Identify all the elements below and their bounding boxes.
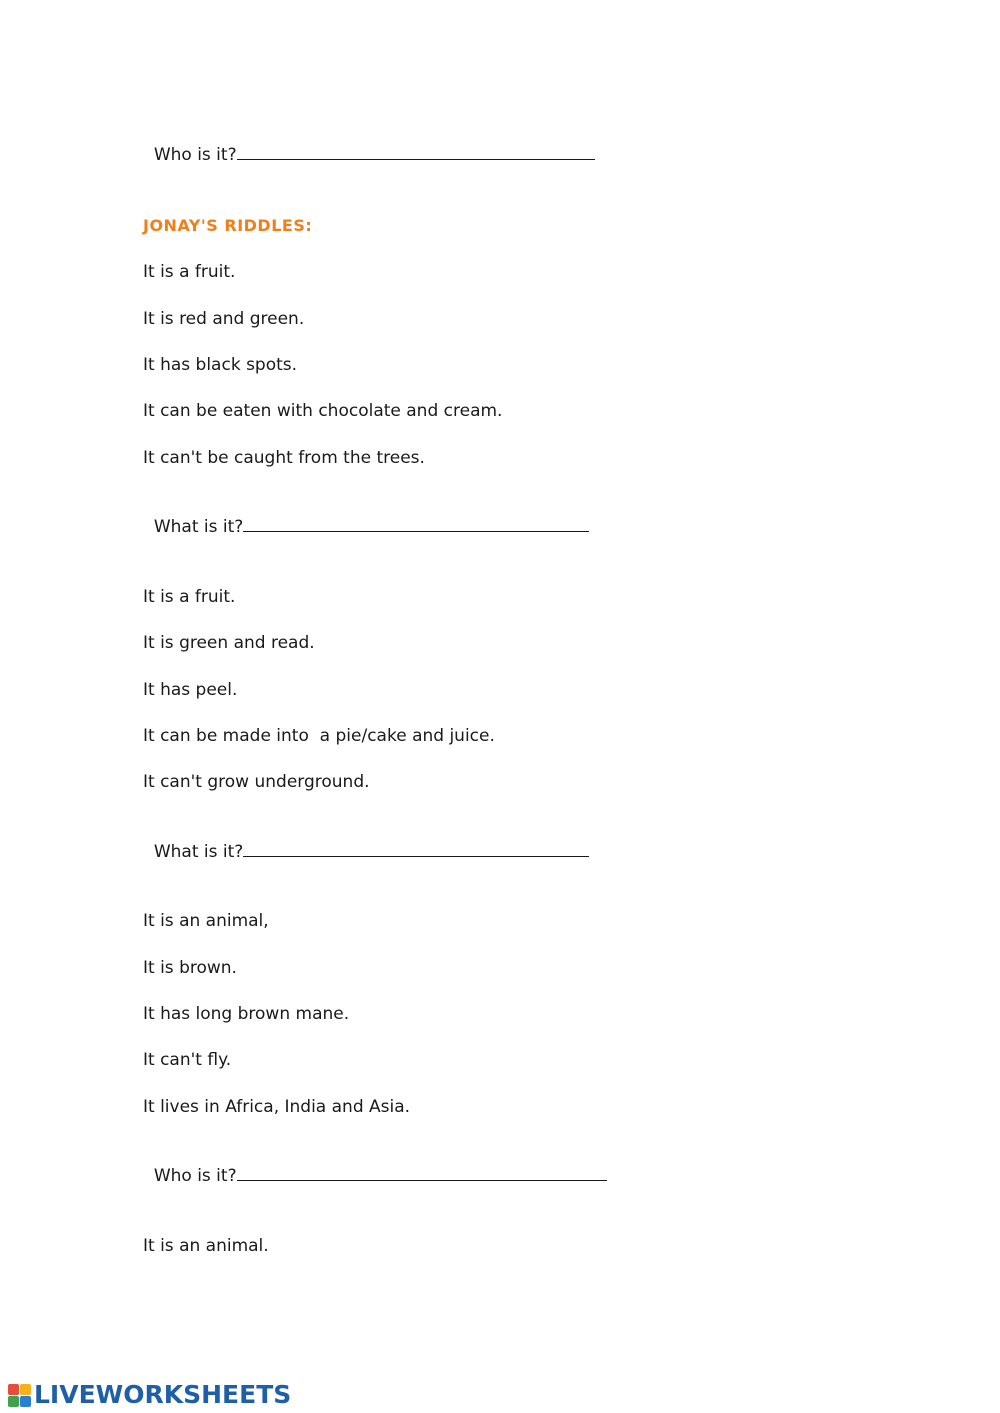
riddle-3-line-3: It has long brown mane. xyxy=(143,1004,350,1024)
riddle-2-line-4: It can be made into a pie/cake and juice. xyxy=(143,726,495,746)
riddle-1-line-3: It has black spots. xyxy=(143,355,298,375)
logo-square-red xyxy=(8,1384,19,1395)
riddle-1-line-4: It can be eaten with chocolate and cream. xyxy=(143,401,503,421)
question-text: Who is it? xyxy=(153,1166,237,1186)
riddle-3-line-1: It is an animal, xyxy=(143,911,269,931)
riddle-2-line-5: It can't grow underground. xyxy=(143,772,370,792)
riddle-2-line-1: It is a fruit. xyxy=(143,587,236,607)
worksheet-heading: JONAY'S RIDDLES: xyxy=(143,216,313,235)
riddle-1-line-1: It is a fruit. xyxy=(143,262,236,282)
riddle-4-line-1: It is an animal. xyxy=(143,1236,269,1256)
riddle-2-line-3: It has peel. xyxy=(143,680,238,700)
riddle-1-question-line xyxy=(143,493,589,538)
question-text: Who is it? xyxy=(153,145,237,165)
riddle-3-line-5: It lives in Africa, India and Asia. xyxy=(143,1097,411,1117)
riddle-3-question-line xyxy=(143,1142,607,1187)
question-text: What is it? xyxy=(153,842,244,862)
answer-blank[interactable] xyxy=(243,515,589,532)
question-text: What is it? xyxy=(153,517,244,537)
answer-blank[interactable] xyxy=(243,840,589,857)
question-line xyxy=(143,121,595,166)
riddle-2-question-line xyxy=(143,818,589,863)
liveworksheets-logo[interactable] xyxy=(8,1382,291,1408)
riddle-1-line-2: It is red and green. xyxy=(143,309,305,329)
liveworksheets-logo-icon xyxy=(8,1384,31,1407)
riddle-3-line-4: It can't fly. xyxy=(143,1050,232,1070)
logo-text: LIVEWORKSHEETS xyxy=(34,1380,292,1409)
riddle-1-line-5: It can't be caught from the trees. xyxy=(143,448,425,468)
answer-blank[interactable] xyxy=(237,1164,607,1181)
logo-square-green xyxy=(8,1396,19,1407)
riddle-3-line-2: It is brown. xyxy=(143,958,237,978)
logo-square-yellow xyxy=(20,1384,31,1395)
answer-blank[interactable] xyxy=(237,143,595,160)
riddle-2-line-2: It is green and read. xyxy=(143,633,315,653)
logo-square-blue xyxy=(20,1396,31,1407)
